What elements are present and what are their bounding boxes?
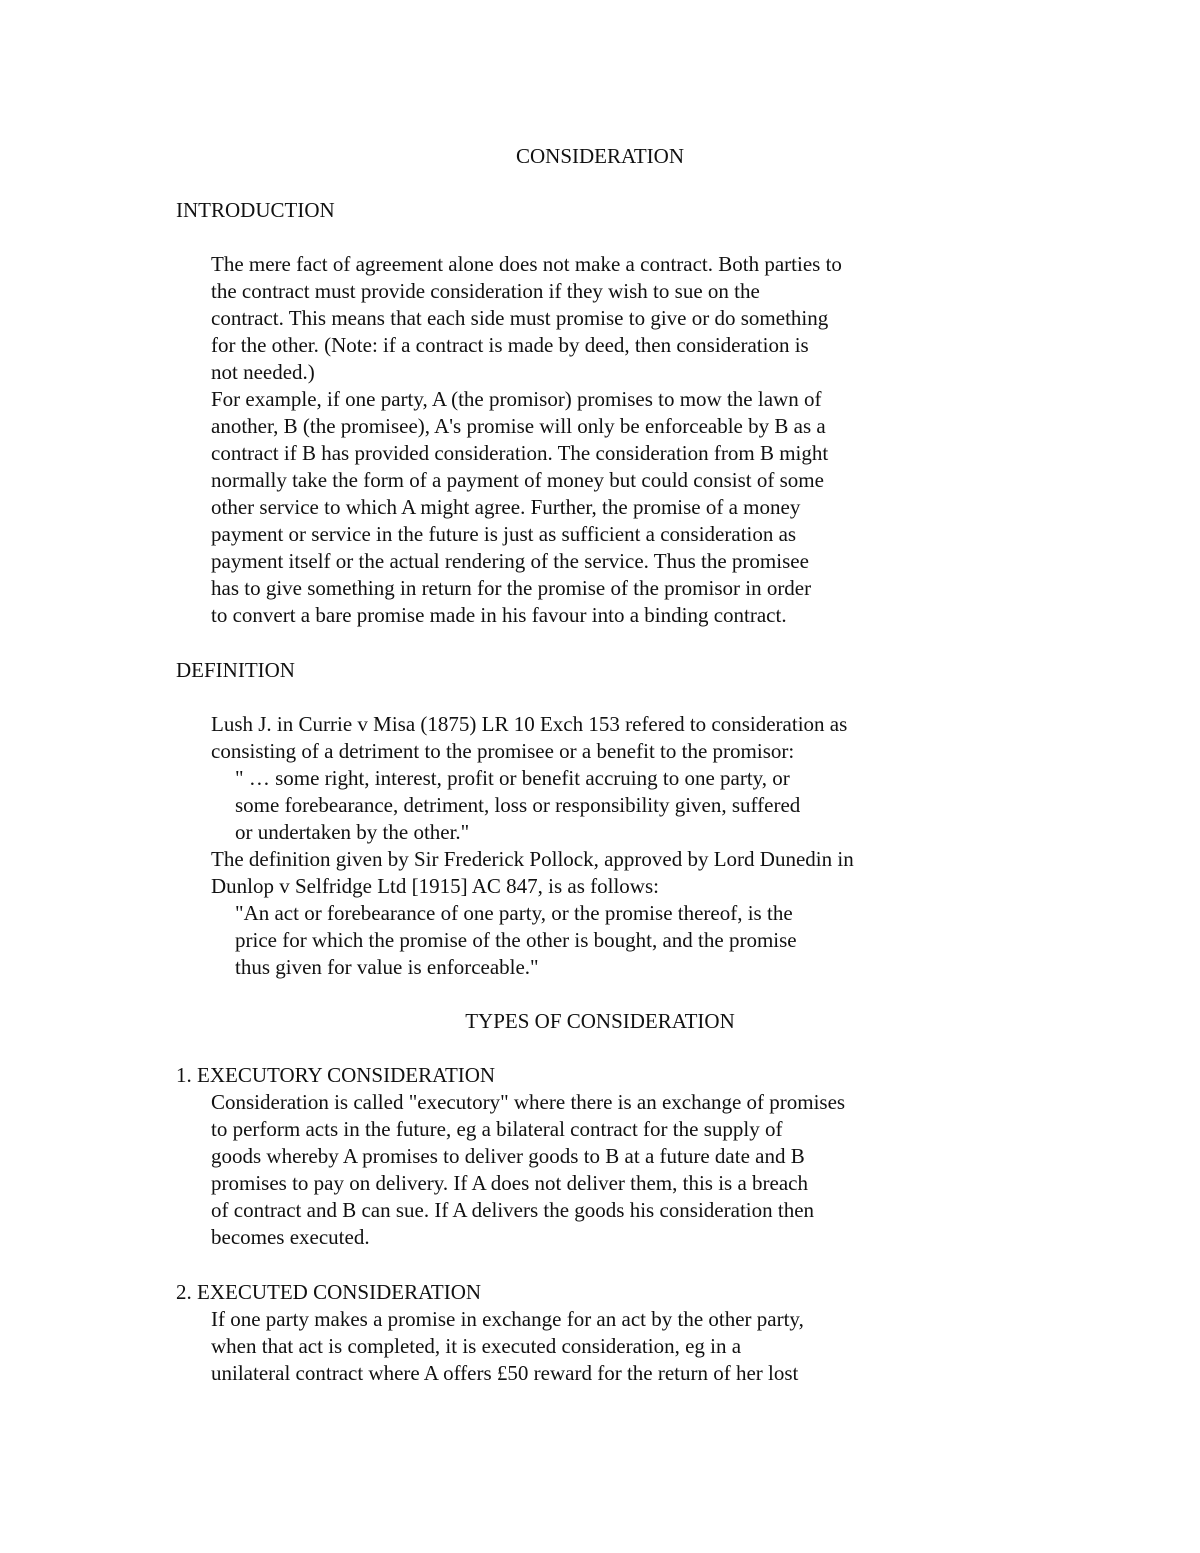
text-line: other service to which A might agree. Further, the promise of a money: [211, 495, 801, 519]
text-line: of contract and B can sue. If A delivers the goods his consideration then: [211, 1198, 815, 1222]
text-line: to convert a bare promise made in his favour into a binding contract.: [211, 603, 787, 627]
definition-heading: DEFINITION: [176, 658, 295, 682]
introduction-heading: INTRODUCTION: [176, 198, 335, 222]
text-line: promises to pay on delivery. If A does not deliver them, this is a breach: [211, 1171, 809, 1195]
text-line: normally take the form of a payment of money but could consist of some: [211, 468, 824, 492]
text-line: goods whereby A promises to deliver goods to B at a future date and B: [211, 1144, 805, 1168]
quote-line: some forebearance, detriment, loss or responsibility given, suffered: [235, 793, 801, 817]
text-line: another, B (the promisee), A's promise will only be enforceable by B as a: [211, 414, 826, 438]
text-line: contract if B has provided consideration. The consideration from B might: [211, 441, 829, 465]
text-line: to perform acts in the future, eg a bilateral contract for the supply of: [211, 1117, 783, 1141]
text-line: consisting of a detriment to the promisee or a benefit to the promisor:: [211, 739, 795, 763]
text-line: the contract must provide consideration if they wish to sue on the: [211, 279, 760, 303]
text-line: contract. This means that each side must promise to give or do something: [211, 306, 829, 330]
text-line: has to give something in return for the promise of the promisor in order: [211, 576, 812, 600]
text-line: not needed.): [211, 360, 315, 384]
text-line: The definition given by Sir Frederick Pollock, approved by Lord Dunedin in: [211, 847, 854, 871]
quote-line: or undertaken by the other.": [235, 820, 470, 844]
text-line: If one party makes a promise in exchange for an act by the other party,: [211, 1307, 804, 1331]
text-line: Lush J. in Currie v Misa (1875) LR 10 Exch 153 refered to consideration as: [211, 712, 848, 736]
text-line: Dunlop v Selfridge Ltd [1915] AC 847, is as follows:: [211, 874, 659, 898]
executory-heading: 1. EXECUTORY CONSIDERATION: [176, 1063, 496, 1087]
text-line: unilateral contract where A offers £50 reward for the return of her lost: [211, 1361, 799, 1385]
executed-heading: 2. EXECUTED CONSIDERATION: [176, 1280, 482, 1304]
document-title: CONSIDERATION: [516, 144, 684, 168]
text-line: becomes executed.: [211, 1225, 370, 1249]
text-line: payment itself or the actual rendering of the service. Thus the promisee: [211, 549, 809, 573]
quote-line: "An act or forebearance of one party, or the promise thereof, is the: [235, 901, 793, 925]
text-line: when that act is completed, it is executed consideration, eg in a: [211, 1334, 742, 1358]
types-heading: TYPES OF CONSIDERATION: [465, 1009, 735, 1033]
text-line: Consideration is called "executory" where there is an exchange of promises: [211, 1090, 846, 1114]
quote-line: thus given for value is enforceable.": [235, 955, 539, 979]
text-line: For example, if one party, A (the promisor) promises to mow the lawn of: [211, 387, 822, 411]
text-line: payment or service in the future is just as sufficient a consideration as: [211, 522, 797, 546]
quote-line: " … some right, interest, profit or benefit accruing to one party, or: [235, 766, 790, 790]
text-line: for the other. (Note: if a contract is made by deed, then consideration is: [211, 333, 809, 357]
quote-line: price for which the promise of the other is bought, and the promise: [235, 928, 797, 952]
text-line: The mere fact of agreement alone does not make a contract. Both parties to: [211, 252, 842, 276]
